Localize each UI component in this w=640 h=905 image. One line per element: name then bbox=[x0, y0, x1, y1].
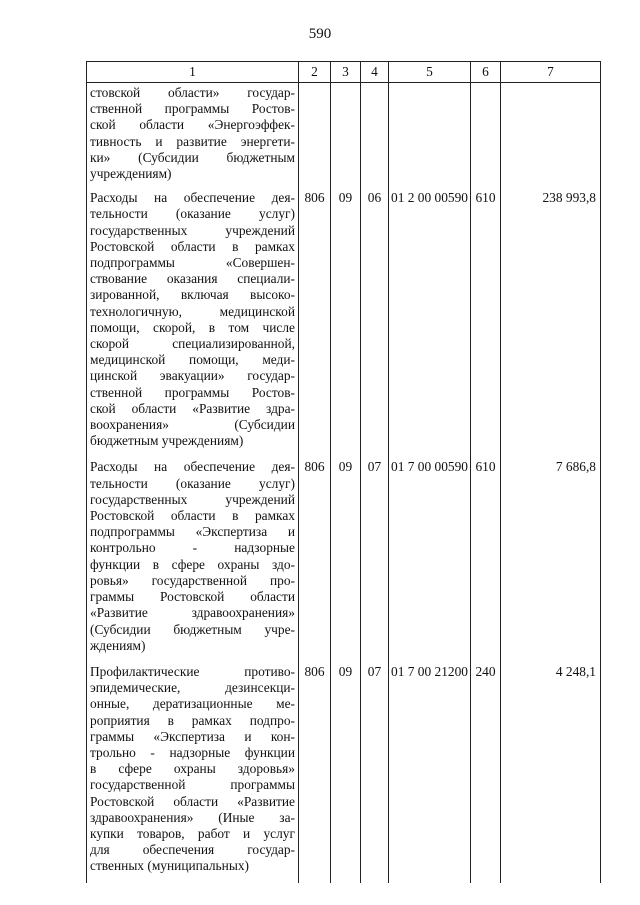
description-line: стовской области» государ- bbox=[90, 85, 295, 100]
description-line: подпрограммы «Совершен- bbox=[90, 255, 295, 271]
budget-table bbox=[86, 61, 601, 883]
description-line: тивность и развитие энергети- bbox=[90, 133, 295, 149]
header-col-3: 3 bbox=[331, 62, 361, 83]
row-target-article: 01 7 00 21200 bbox=[389, 662, 471, 883]
description-line: эпидемические, дезинсекци- bbox=[90, 680, 295, 696]
row-description bbox=[87, 662, 299, 883]
row-ministry-code: 806 bbox=[299, 662, 331, 883]
description-line: государственных учреждений bbox=[90, 222, 295, 238]
description-line: граммы «Экспертиза и кон- bbox=[90, 728, 295, 744]
description-line: ственной программы Ростов- bbox=[90, 384, 295, 400]
description-line: подпрограммы «Экспертиза и bbox=[90, 524, 295, 540]
description-line: контрольно - надзорные bbox=[90, 540, 295, 556]
row-ministry-code: 806 bbox=[299, 457, 331, 661]
description-line: тельности (оказание услуг) bbox=[90, 475, 295, 491]
row-expense-type: 610 bbox=[471, 188, 501, 457]
row-section-code bbox=[331, 83, 361, 189]
description-line: «Развитие здравоохранения» bbox=[90, 605, 295, 621]
row-subsection-code bbox=[361, 83, 389, 189]
row-subsection-code: 07 bbox=[361, 457, 389, 661]
description-line: технологичную, медицинской bbox=[90, 303, 295, 319]
header-col-4: 4 bbox=[361, 62, 389, 83]
description-line: Расходы на обеспечение дея- bbox=[90, 190, 295, 206]
row-section-code: 09 bbox=[331, 662, 361, 883]
table-body bbox=[87, 83, 601, 883]
description-line: роприятия в рамках подпро- bbox=[90, 712, 295, 728]
description-line: Расходы на обеспечение дея- bbox=[90, 459, 295, 475]
description-line: ровья» государственной про- bbox=[90, 572, 295, 588]
description-line: ской области «Энергоэффек- bbox=[90, 117, 295, 133]
row-target-article bbox=[389, 83, 471, 189]
row-target-article: 01 7 00 00590 bbox=[389, 457, 471, 661]
row-amount bbox=[501, 83, 601, 189]
row-ministry-code bbox=[299, 83, 331, 189]
description-line: ской области «Развитие здра- bbox=[90, 400, 295, 416]
table-row bbox=[87, 188, 601, 457]
row-section-code: 09 bbox=[331, 457, 361, 661]
row-description bbox=[87, 457, 299, 661]
row-subsection-code: 06 bbox=[361, 188, 389, 457]
page-number: 590 bbox=[308, 26, 332, 42]
description-line: купки товаров, работ и услуг bbox=[90, 825, 295, 841]
row-description bbox=[87, 83, 299, 189]
header-row bbox=[87, 62, 601, 83]
description-line: тельности (оказание услуг) bbox=[90, 206, 295, 222]
description-line: скорой специализированной, bbox=[90, 336, 295, 352]
description-line: здравоохранения» (Иные за- bbox=[90, 809, 295, 825]
description-line: государственных учреждений bbox=[90, 491, 295, 507]
table-row bbox=[87, 662, 601, 883]
row-description bbox=[87, 188, 299, 457]
table-row bbox=[87, 83, 601, 189]
description-line: (Субсидии бюджетным учре- bbox=[90, 621, 295, 637]
description-line: онные, дератизационные ме- bbox=[90, 696, 295, 712]
table-row bbox=[87, 457, 601, 661]
description-line: воохранения» (Субсидии bbox=[90, 417, 295, 433]
row-expense-type: 240 bbox=[471, 662, 501, 883]
description-line: бюджетным учреждениям) bbox=[90, 433, 244, 449]
row-subsection-code: 07 bbox=[361, 662, 389, 883]
description-line: граммы Ростовской области bbox=[90, 589, 295, 605]
description-line: Ростовской области «Развитие bbox=[90, 793, 295, 809]
header-col-2: 2 bbox=[299, 62, 331, 83]
description-line: цинской эвакуации» государ- bbox=[90, 368, 295, 384]
description-line: Ростовской области в рамках bbox=[90, 238, 295, 254]
description-line: государственной программы bbox=[90, 777, 295, 793]
description-line: ствование оказания специали- bbox=[90, 271, 295, 287]
header-col-5: 5 bbox=[389, 62, 471, 83]
row-target-article: 01 2 00 00590 bbox=[389, 188, 471, 457]
row-expense-type bbox=[471, 83, 501, 189]
row-amount: 238 993,8 bbox=[501, 188, 601, 457]
description-line: функции в сфере охраны здо- bbox=[90, 556, 295, 572]
header-col-1: 1 bbox=[87, 62, 299, 83]
description-line: ственной программы Ростов- bbox=[90, 101, 295, 117]
description-line: зированной, включая высоко- bbox=[90, 287, 295, 303]
row-amount: 7 686,8 bbox=[501, 457, 601, 661]
description-line: помощи, скорой, в том числе bbox=[90, 319, 295, 335]
row-amount: 4 248,1 bbox=[501, 662, 601, 883]
description-line: Профилактические противо- bbox=[90, 663, 295, 679]
row-section-code: 09 bbox=[331, 188, 361, 457]
header-col-6: 6 bbox=[471, 62, 501, 83]
header-col-7: 7 bbox=[501, 62, 601, 83]
description-line: медицинской помощи, меди- bbox=[90, 352, 295, 368]
description-line: для обеспечения государ- bbox=[90, 842, 295, 858]
description-line: ждениям) bbox=[90, 637, 146, 653]
description-line: Ростовской области в рамках bbox=[90, 508, 295, 524]
description-line: ки» (Субсидии бюджетным bbox=[90, 149, 295, 165]
row-ministry-code: 806 bbox=[299, 188, 331, 457]
description-line: ственных (муниципальных) bbox=[90, 858, 249, 874]
description-line: трольно - надзорные функции bbox=[90, 744, 295, 760]
description-line: учреждениям) bbox=[90, 166, 172, 182]
description-line: в сфере охраны здоровья» bbox=[90, 761, 295, 777]
row-expense-type: 610 bbox=[471, 457, 501, 661]
